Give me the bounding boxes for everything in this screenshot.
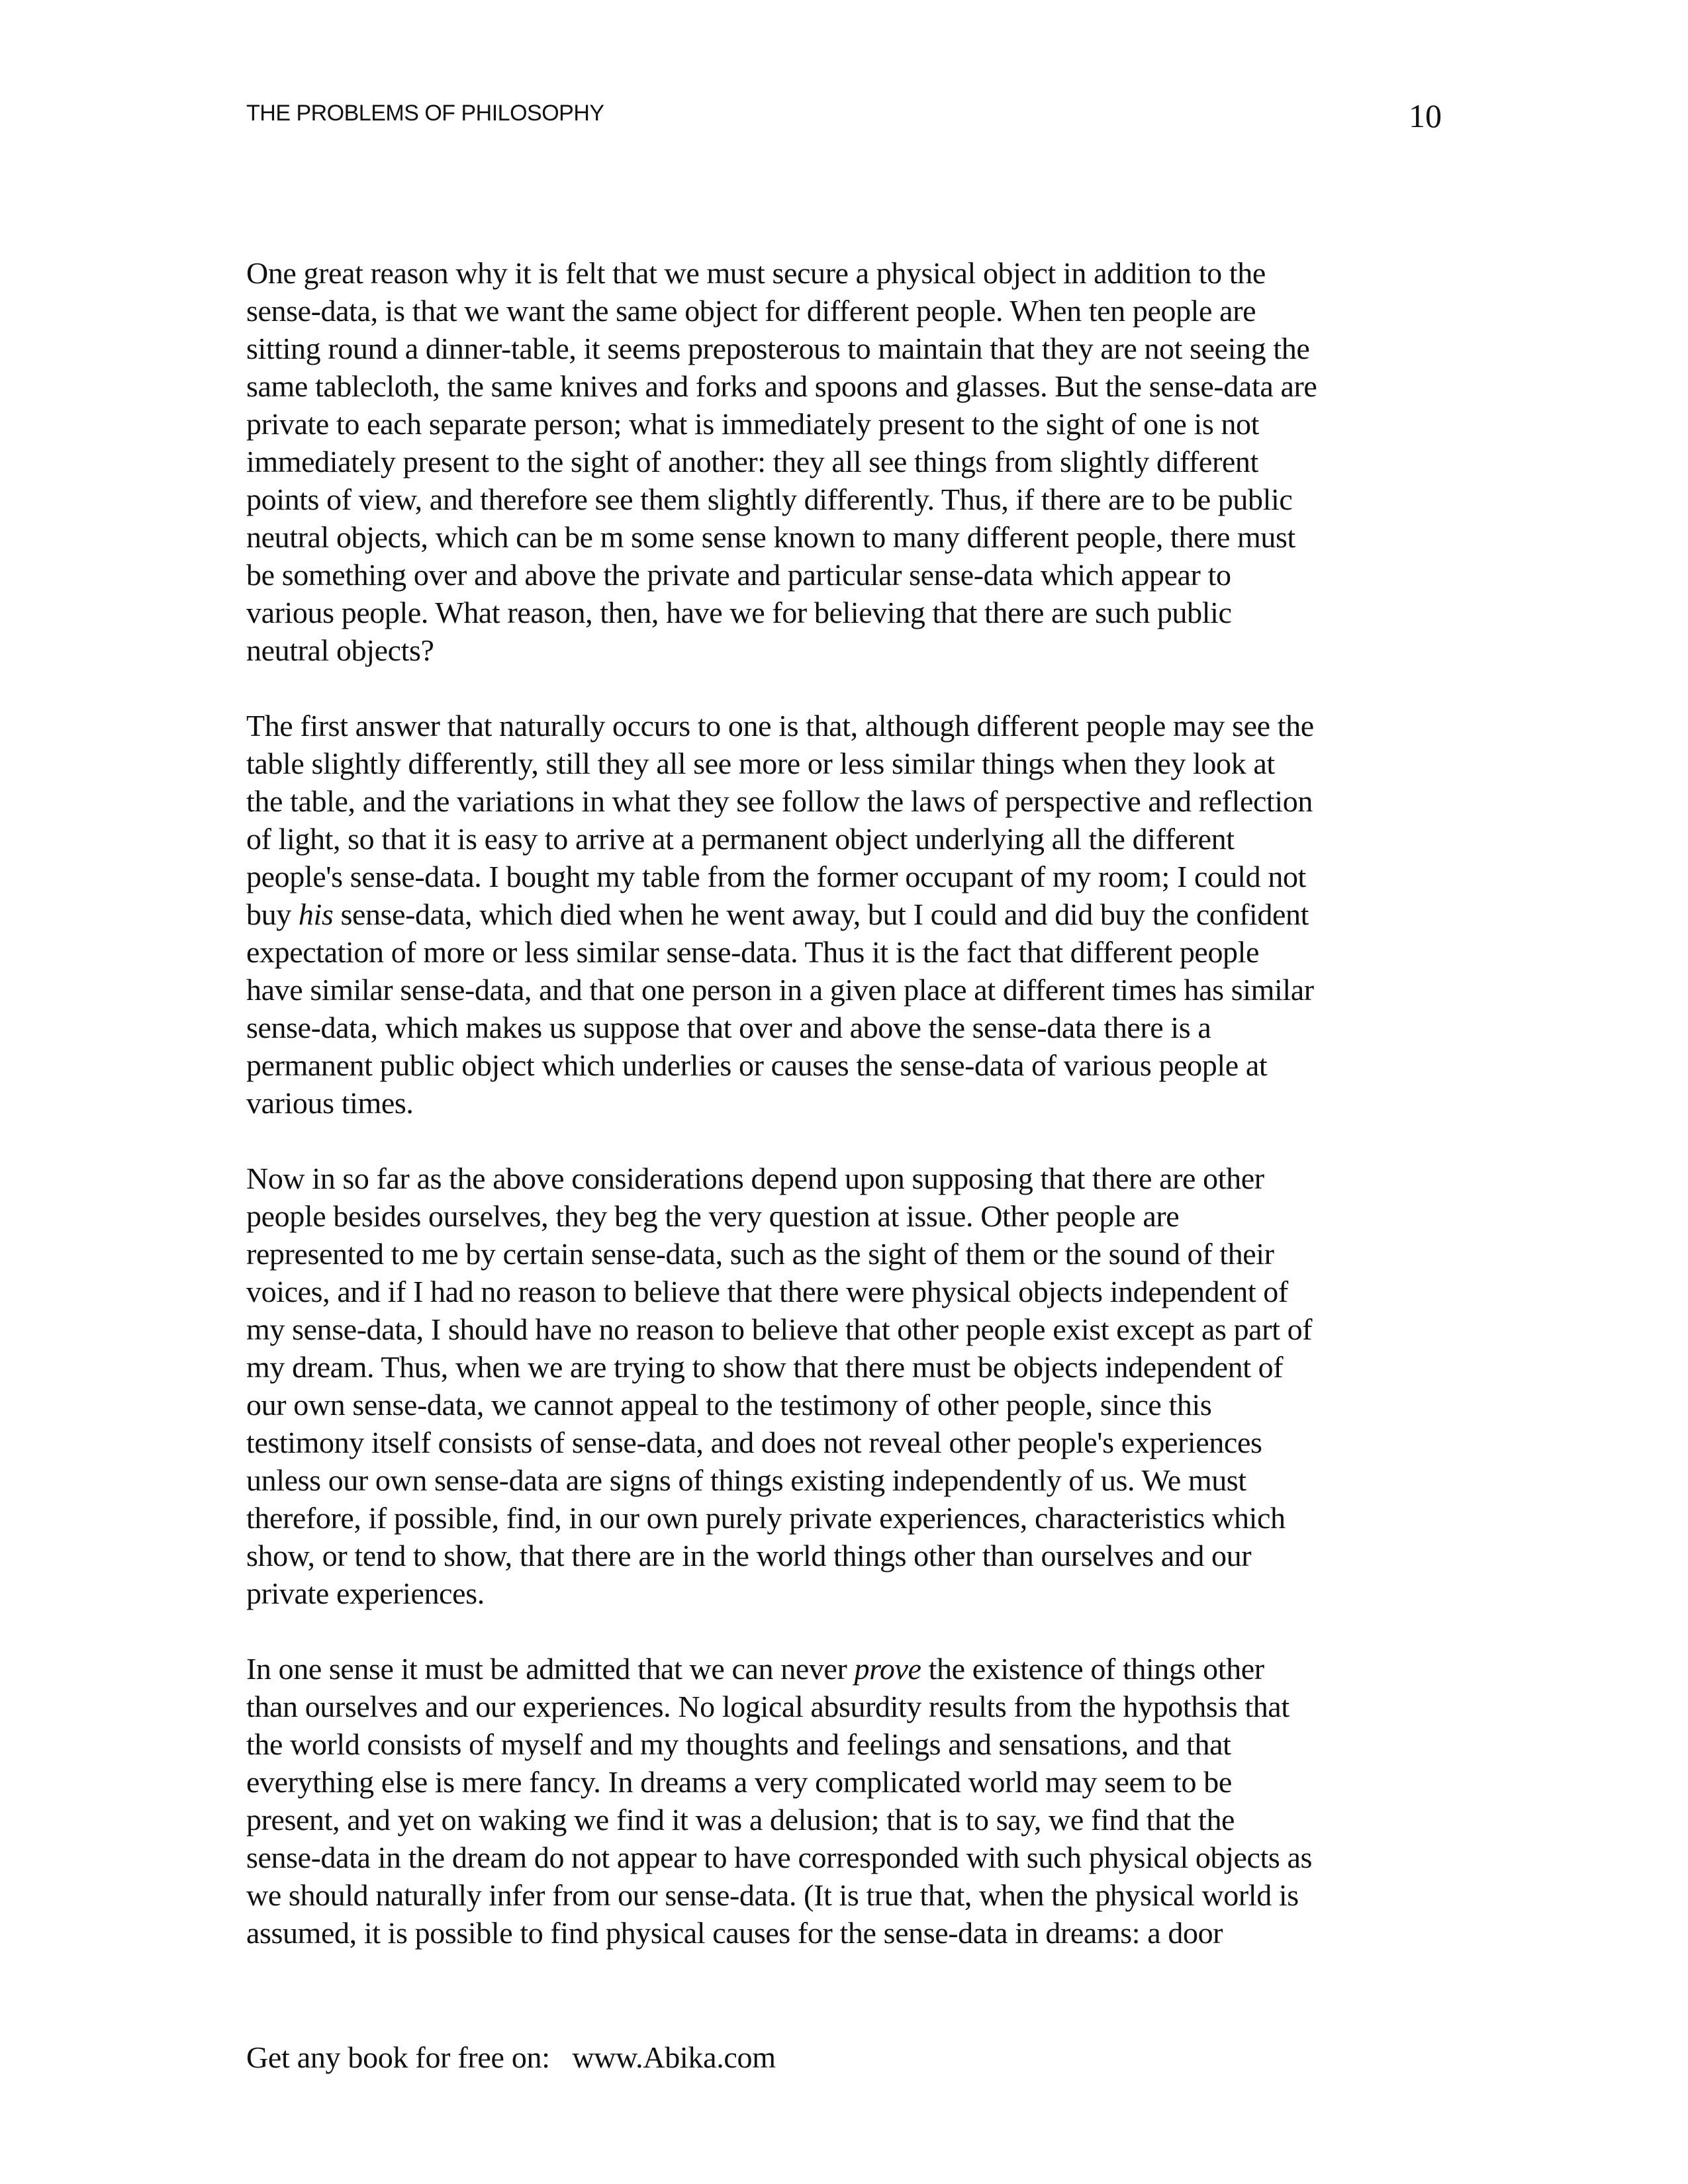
text-line: present, and yet on waking we find it was a delusion; that is to say, we find that the: [246, 1803, 1235, 1837]
text-line: [246, 895, 1385, 933]
text-line: private to each separate person; what is immediately present to the sight of one is not: [246, 407, 1260, 441]
text-line: unless our own sense-data are signs of things existing independently of us. We must: [246, 1463, 1246, 1497]
text-segment: the existence of things other: [921, 1652, 1264, 1686]
text-line: permanent public object which underlies or causes the sense-data of various people at: [246, 1048, 1268, 1082]
text-line: the world consists of myself and my thoughts and feelings and sensations, and that: [246, 1727, 1231, 1761]
text-line: same tablecloth, the same knives and forks and spoons and glasses. But the sense-data are: [246, 369, 1317, 403]
text-line: neutral objects?: [246, 633, 434, 667]
text-segment: sense-data, which died when he went away, but I could and did buy the confident: [333, 897, 1309, 931]
text-line: table slightly differently, still they all see more or less similar things when they look at: [246, 747, 1275, 780]
text-line: than ourselves and our experiences. No logical absurdity results from the hypothsis that: [246, 1690, 1289, 1723]
text-line: voices, and if I had no reason to believe that there were physical objects independent of: [246, 1275, 1288, 1308]
text-line: show, or tend to show, that there are in the world things other than ourselves and our: [246, 1539, 1252, 1572]
text-line: private experiences.: [246, 1576, 485, 1610]
text-line: sense-data in the dream do not appear to have corresponded with such physical objects as: [246, 1841, 1313, 1874]
text-line: testimony itself consists of sense-data, and does not reveal other people's experiences: [246, 1426, 1262, 1459]
text-line: [246, 1650, 1385, 1688]
text-line: people besides ourselves, they beg the very question at issue. Other people are: [246, 1199, 1180, 1233]
text-line: points of view, and therefore see them slightly differently. Thus, if there are to be public: [246, 482, 1293, 516]
text-line: sitting round a dinner-table, it seems preposterous to maintain that they are not seeing the: [246, 332, 1310, 365]
paragraph: [246, 254, 1385, 669]
text-segment: In one sense it must be admitted that we can never: [246, 1652, 855, 1686]
text-line: my sense-data, I should have no reason to believe that other people exist except as part of: [246, 1312, 1313, 1346]
text-line: various people. What reason, then, have we for believing that there are such public: [246, 596, 1232, 629]
text-line: represented to me by certain sense-data, such as the sight of them or the sound of their: [246, 1237, 1274, 1271]
text-line: neutral objects, which can be m some sense known to many different people, there must: [246, 520, 1295, 554]
text-line: various times.: [246, 1086, 414, 1120]
text-line: sense-data, which makes us suppose that over and above the sense-data there is a: [246, 1011, 1211, 1044]
running-header: THE PROBLEMS OF PHILOSOPHY: [246, 101, 604, 126]
text-line: One great reason why it is felt that we must secure a physical object in addition to the: [246, 256, 1266, 290]
text-line: expectation of more or less similar sense-data. Thus it is the fact that different people: [246, 935, 1260, 969]
text-line: Now in so far as the above considerations depend upon supposing that there are other: [246, 1161, 1264, 1195]
text-line: be something over and above the private and particular sense-data which appear to: [246, 558, 1231, 592]
text-line: my dream. Thus, when we are trying to show that there must be objects independent of: [246, 1350, 1284, 1384]
text-line: therefore, if possible, find, in our own purely private experiences, characteristics which: [246, 1501, 1286, 1535]
footer-text: Get any book for free on: www.Abika.com: [246, 2040, 776, 2074]
text-line: sense-data, is that we want the same object for different people. When ten people are: [246, 294, 1256, 328]
text-line: have similar sense-data, and that one person in a given place at different times has similar: [246, 973, 1314, 1007]
text-line: the table, and the variations in what they see follow the laws of perspective and reflection: [246, 784, 1313, 818]
text-line: assumed, it is possible to find physical causes for the sense-data in dreams: a door: [246, 1916, 1223, 1950]
paragraph: [246, 1160, 1385, 1612]
page-number: 10: [1409, 97, 1442, 134]
text-line: everything else is mere fancy. In dreams a very complicated world may seem to be: [246, 1765, 1232, 1799]
text-line: we should naturally infer from our sense-data. (It is true that, when the physical world is: [246, 1878, 1299, 1912]
text-segment: buy: [246, 897, 299, 931]
body-text: [246, 254, 1385, 1989]
emphasis: his: [298, 897, 334, 931]
text-line: people's sense-data. I bought my table from the former occupant of my room; I could not: [246, 860, 1306, 893]
paragraph: [246, 1650, 1385, 1952]
paragraph: [246, 707, 1385, 1122]
text-line: The first answer that naturally occurs to one is that, although different people may see the: [246, 709, 1314, 743]
text-line: our own sense-data, we cannot appeal to the testimony of other people, since this: [246, 1388, 1212, 1422]
emphasis: prove: [854, 1652, 921, 1686]
text-line: immediately present to the sight of another: they all see things from slightly different: [246, 445, 1258, 478]
text-line: of light, so that it is easy to arrive at a permanent object underlying all the different: [246, 822, 1235, 856]
